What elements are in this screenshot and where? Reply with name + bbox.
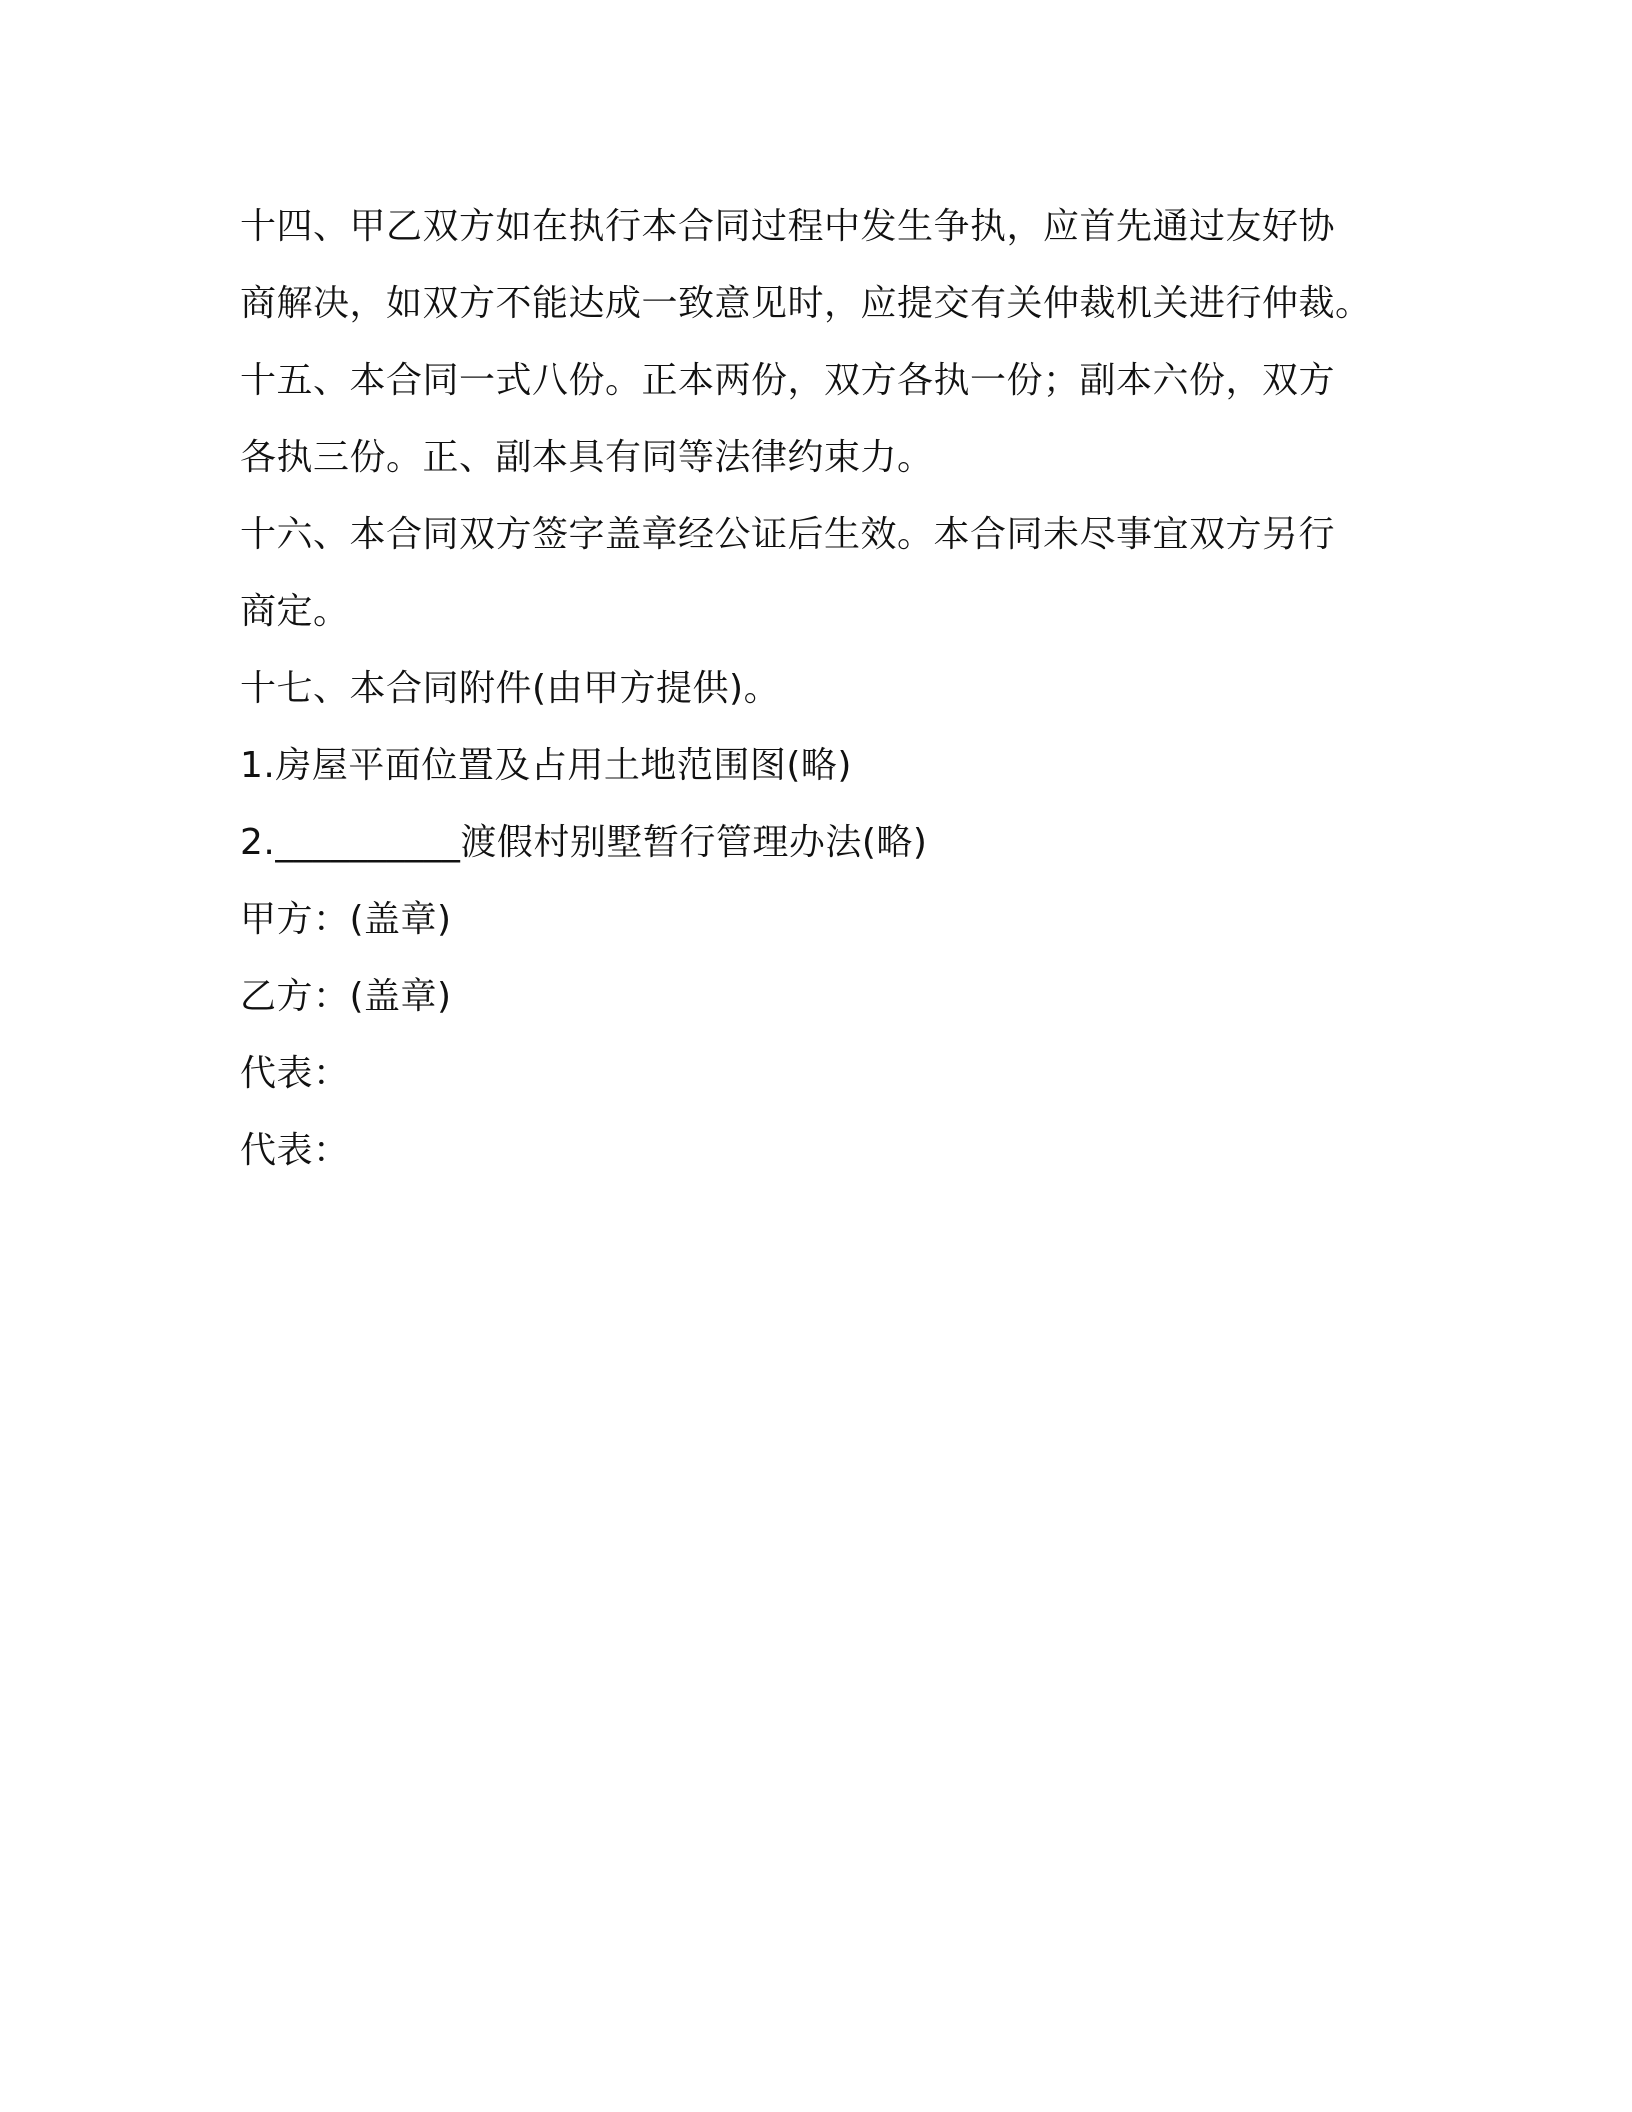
representative-a: 代表： bbox=[240, 1053, 350, 1094]
clause-16-line-2: 商定。 bbox=[240, 591, 350, 632]
party-b-seal: 乙方：(盖章) bbox=[240, 976, 452, 1017]
clause-15-line-1: 十五、本合同一式八份。正本两份，双方各执一份；副本六份，双方 bbox=[240, 360, 1336, 401]
clause-15-line-2: 各执三份。正、副本具有同等法律约束力。 bbox=[240, 437, 934, 478]
party-a-seal: 甲方：(盖章) bbox=[240, 899, 452, 940]
clause-14-line-2: 商解决，如双方不能达成一致意见时，应提交有关仲裁机关进行仲裁。 bbox=[240, 283, 1372, 324]
clause-14-line-1: 十四、甲乙双方如在执行本合同过程中发生争执，应首先通过友好协 bbox=[240, 206, 1336, 247]
representative-b: 代表： bbox=[240, 1130, 350, 1171]
clause-16-line-1: 十六、本合同双方签字盖章经公证后生效。本合同未尽事宜双方另行 bbox=[240, 514, 1336, 555]
clause-17-heading: 十七、本合同附件(由甲方提供)。 bbox=[240, 668, 781, 709]
attachment-1: 1.房屋平面位置及占用土地范围图(略) bbox=[240, 745, 852, 786]
document-body bbox=[240, 188, 1400, 1189]
attachment-2: 2.__________渡假村别墅暂行管理办法(略) bbox=[240, 822, 928, 863]
